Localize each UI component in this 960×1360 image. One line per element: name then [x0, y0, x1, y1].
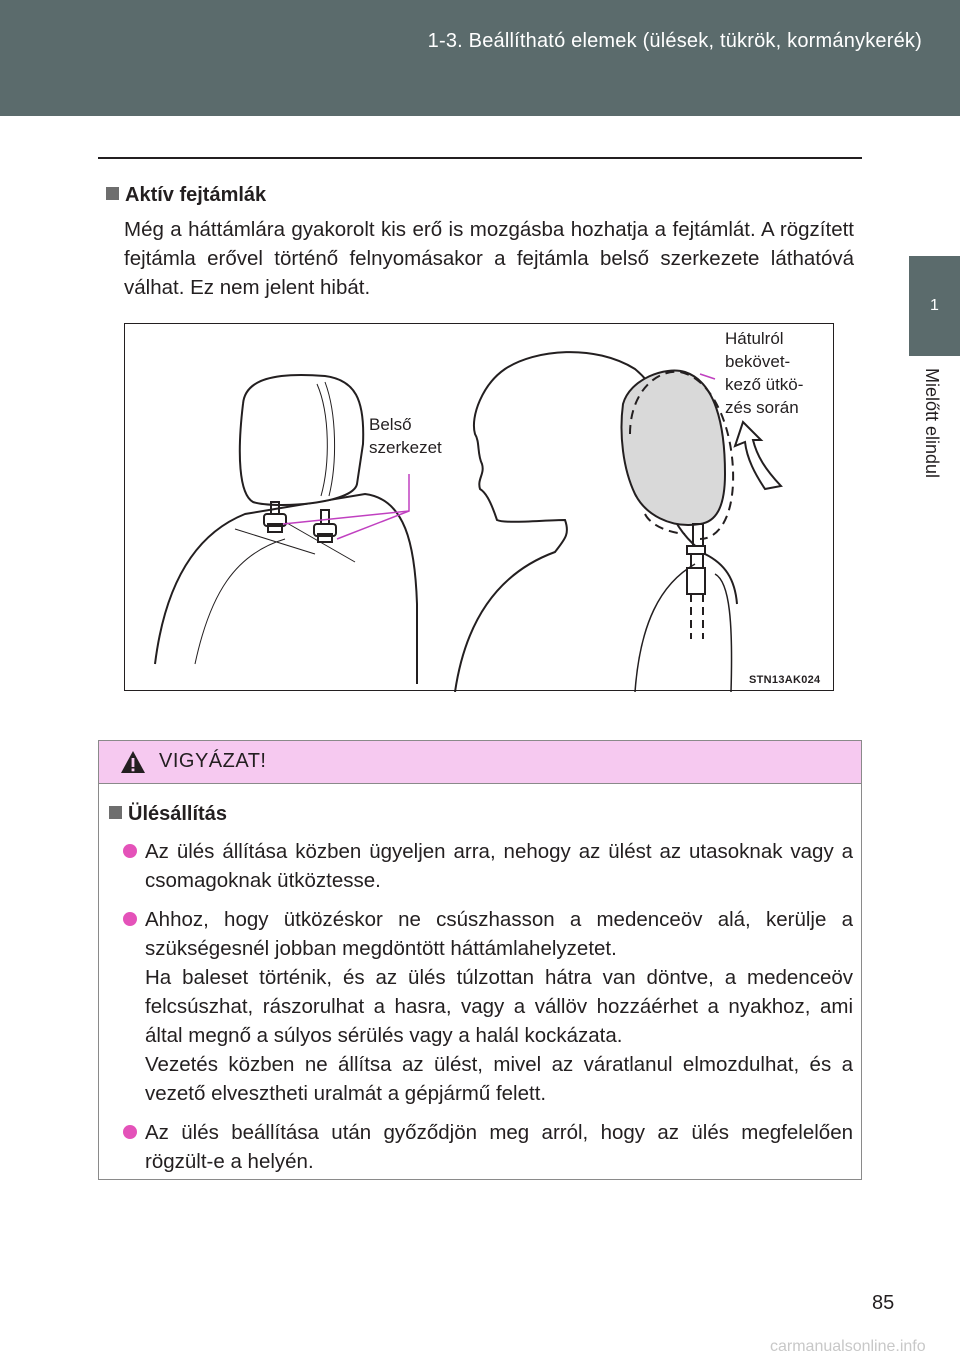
- chapter-tab-label: [909, 356, 960, 576]
- warning-triangle-icon: [119, 749, 147, 775]
- figure-code: STN13AK024: [749, 674, 821, 686]
- chapter-tab-text: Mielőtt elindul: [922, 368, 942, 479]
- warning-bullet: Ahhoz, hogy ütközéskor ne csúszhasson a medenceöv alá, kerülje a szükségesnél jobban megdöntött háttámlahelyzetet. Ha baleset történik, és az ülés túlzottan hátra van döntve, a medenceöv felcsúszhat, rászorulhat a hasra, vagy a vállöv hozzáérhet a nyakhoz, ami által megnő a súlyos sérülés vagy a halál kockázata. Vezetés közben ne állítsa az ülést, mivel az váratlanul elmozdulhat, és a vezető elvesztheti uralmát a gépjármű felett.: [123, 905, 853, 1108]
- warning-bullet: Az ülés állítása közben ügyeljen arra, nehogy az ülést az utasoknak vagy a csomagoknak ütköztesse.: [123, 837, 853, 895]
- section-heading: [106, 184, 266, 207]
- label-rear-collision: Hátulról bekövet- kező ütkö- zés során: [725, 329, 804, 417]
- warning-header: [99, 741, 861, 784]
- warning-title: VIGYÁZAT!: [159, 750, 267, 772]
- warning-box: [98, 740, 862, 1180]
- bullet-dot-icon: [123, 844, 137, 858]
- label-inner-structure: Belső szerkezet: [369, 415, 442, 457]
- page-number: 85: [872, 1292, 895, 1314]
- header-title: 1-3. Beállítható elemek (ülések, tükrök, kormánykerék): [427, 30, 922, 52]
- section-body: Még a háttámlára gyakorolt kis erő is mozgásba hozhatja a fejtámlát. A rögzített fejtámla erővel történő felnyomásakor a fejtámla belső szerkezete láthatóvá válhat. Ez nem jelent hibát.: [124, 218, 854, 299]
- bullet-dot-icon: [123, 1125, 137, 1139]
- header-bar: [0, 0, 960, 116]
- warning-bullets: [123, 837, 853, 1186]
- square-bullet-icon: [106, 187, 119, 200]
- warning-subheading: [109, 803, 227, 826]
- square-bullet-icon: [109, 806, 122, 819]
- bullet-dot-icon: [123, 912, 137, 926]
- section-divider: [98, 157, 862, 159]
- section-heading-text: Aktív fejtámlák: [125, 184, 267, 206]
- chapter-tab-number: 1: [909, 256, 960, 356]
- watermark: carmanualsonline.info: [770, 1338, 926, 1355]
- warning-bullet: Az ülés beállítása után győződjön meg arról, hogy az ülés megfelelően rögzült-e a helyén.: [123, 1118, 853, 1176]
- warning-subheading-text: Ülésállítás: [128, 803, 227, 825]
- headrest-figure: [124, 323, 834, 691]
